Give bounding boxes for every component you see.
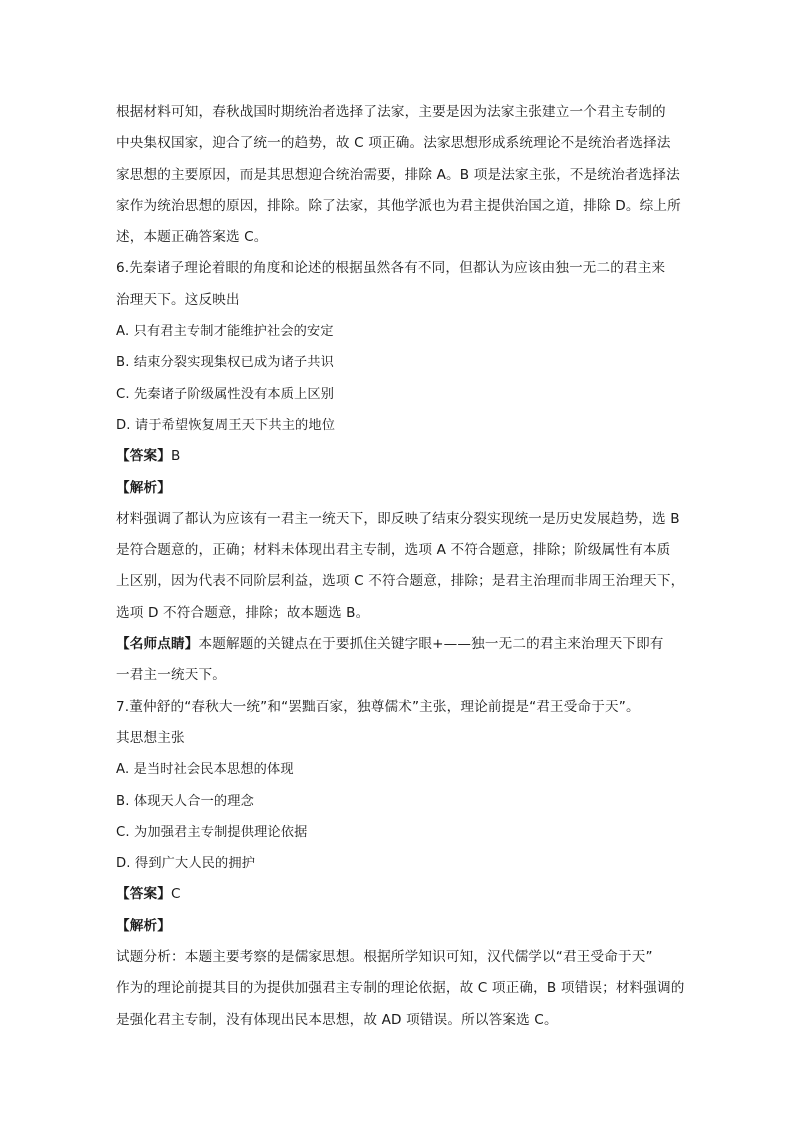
tip-text: 本题解题的关键点在于要抓住关键字眼+——独一无二的君主来治理天下即有 (198, 636, 664, 653)
q5-analysis-line: 家作为统治思想的原因，排除。除了法家，其他学派也为君主提供治国之道，排除 D。综上所 (116, 197, 681, 214)
q6-analysis-line: 材料强调了都认为应该有一君主一统天下，即反映了结束分裂实现统一是历史发展趋势，选 B (116, 510, 680, 527)
answer-value: B (170, 448, 181, 465)
q5-analysis-line: 根据材料可知，春秋战国时期统治者选择了法家，主要是因为法家主张建立一个君主专制的 (116, 104, 666, 120)
q6-stem-line: 6.先秦诸子理论着眼的角度和论述的根据虽然各有不同，但都认为应该由独一无二的君主来 (116, 260, 666, 277)
q7-analysis-line: 是强化君主专制，没有体现出民本思想，故 AD 项错误。所以答案选 C。 (116, 1011, 558, 1028)
answer-tag: 【答案】 (116, 886, 171, 903)
q7-option-d: D. 得到广大人民的拥护 (116, 856, 256, 872)
q7-stem-line: 7.董仲舒的“春秋大一统”和“罢黜百家，独尊儒术”主张，理论前提是“君王受命于天”。 (116, 698, 640, 715)
tip-tag: 【名师点睛】 (116, 636, 199, 653)
q5-analysis-line: 述，本题正确答案选 C。 (116, 229, 268, 246)
q6-option-c: C. 先秦诸子阶级属性没有本质上区别 (116, 386, 335, 402)
q6-analysis-line: 选项 D 不符合题意，排除；故本题选 B。 (116, 604, 370, 621)
q6-analysis-tag: 【解析】 (116, 479, 171, 496)
q6-analysis-line: 是符合题意的，正确；材料未体现出君主专制，选项 A 不符合题意，排除；阶级属性有本质 (116, 542, 671, 559)
q6-stem-line: 治理天下。这反映出 (116, 291, 240, 308)
q7-option-b: B. 体现天人合一的理念 (116, 793, 254, 809)
q6-option-d: D. 请于希望恢复周王天下共主的地位 (116, 417, 336, 433)
q5-analysis-line: 中央集权国家，迎合了统一的趋势，故 C 项正确。法家思想形成系统理论不是统治者选择法 (116, 135, 671, 152)
answer-tag: 【答案】 (116, 448, 171, 465)
q7-answer (116, 879, 682, 910)
q6-analysis-line: 上区别，因为代表不同阶层利益，选项 C 不符合题意，排除；是君主治理而非周王治理天下， (116, 573, 685, 590)
document-page (116, 97, 685, 1036)
q6-option-a: A. 只有君主专制才能维护社会的安定 (116, 324, 334, 340)
q7-analysis-line: 试题分析：本题主要考察的是儒家思想。根据所学知识可知，汉代儒学以“君王受命于天” (116, 949, 653, 966)
q6-answer (116, 441, 682, 472)
q7-option-a: A. 是当时社会民本思想的体现 (116, 762, 294, 778)
q6-tip-line: 一君主一统天下。 (116, 667, 226, 684)
q6-option-b: B. 结束分裂实现集权已成为诸子共识 (116, 355, 334, 371)
q7-option-c: C. 为加强君主专制提供理论依据 (116, 824, 308, 840)
answer-value: C (170, 886, 181, 903)
q7-analysis-tag: 【解析】 (116, 917, 171, 934)
q5-analysis-line: 家思想的主要原因，而是其思想迎合统治需要，排除 A。B 项是法家主张，不是统治者选择法 (116, 166, 680, 183)
q6-tip (116, 629, 682, 660)
q7-analysis-line: 作为的理论前提其目的为提供加强君主专制的理论依据，故 C 项正确，B 项错误；材料强调的 (116, 980, 685, 997)
q7-stem-line: 其思想主张 (116, 729, 185, 746)
